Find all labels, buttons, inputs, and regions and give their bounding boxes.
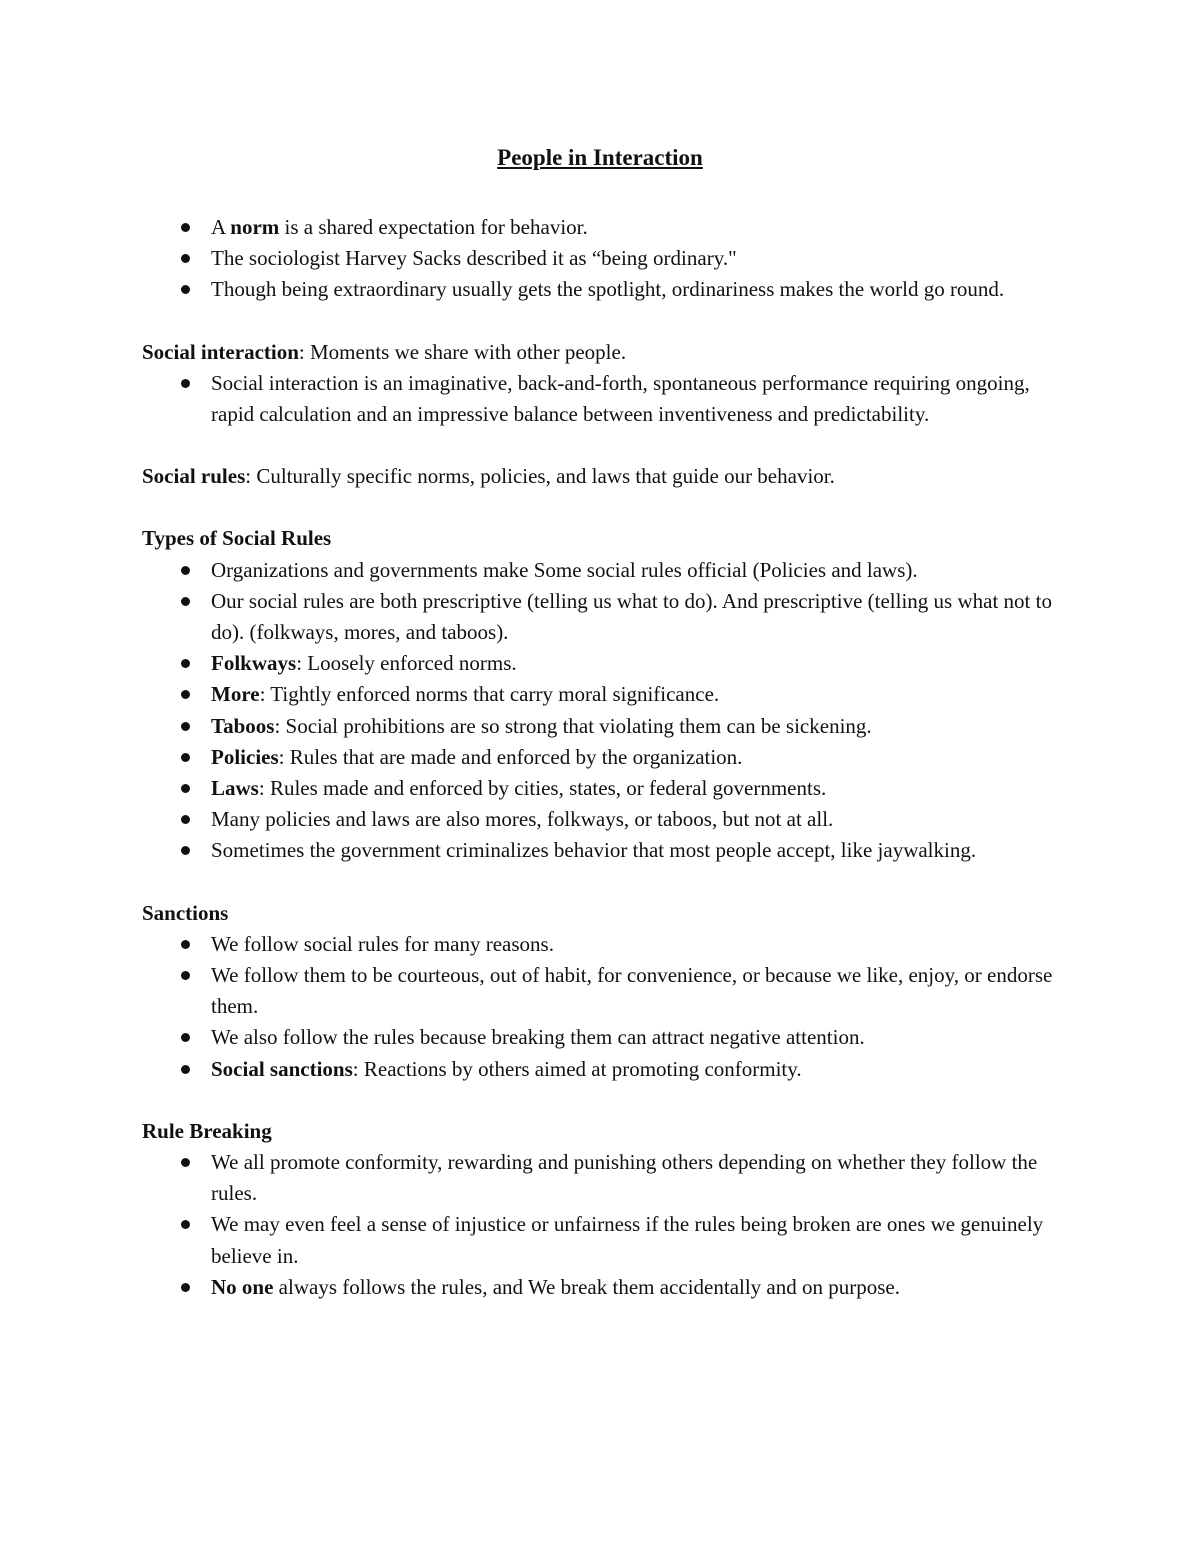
bullet-icon — [181, 1065, 190, 1074]
list-item: The sociologist Harvey Sacks described it as “being ordinary." — [142, 243, 1062, 274]
list-item: More: Tightly enforced norms that carry moral significance. — [142, 679, 1062, 710]
list-item: Laws: Rules made and enforced by cities, states, or federal governments. — [142, 773, 1062, 804]
list-item: No one always follows the rules, and We break them accidentally and on purpose. — [142, 1272, 1062, 1303]
types-heading: Types of Social Rules — [142, 526, 332, 551]
bullet-icon — [181, 815, 190, 824]
bullet-icon — [181, 254, 190, 263]
sanctions-heading: Sanctions — [142, 900, 229, 925]
bullet-icon — [181, 285, 190, 294]
list-item: Sometimes the government criminalizes behavior that most people accept, like jaywalking. — [142, 835, 1062, 866]
bullet-icon — [181, 690, 190, 699]
list-item: We all promote conformity, rewarding and punishing others depending on whether they follow the rules. — [142, 1147, 1062, 1209]
social-rules-definition: Social rules: Culturally specific norms, policies, and laws that guide our behavior. — [142, 464, 835, 489]
page-title-text: People in Interaction — [497, 145, 703, 170]
social-interaction-list — [142, 368, 1062, 430]
bullet-icon — [181, 784, 190, 793]
bullet-icon — [181, 940, 190, 949]
list-item: Social sanctions: Reactions by others aimed at promoting conformity. — [142, 1054, 1062, 1085]
bullet-icon — [181, 722, 190, 731]
list-item: We may even feel a sense of injustice or unfairness if the rules being broken are ones we genuinely believe in. — [142, 1209, 1062, 1271]
rule-breaking-list — [142, 1147, 1062, 1303]
bullet-icon — [181, 846, 190, 855]
document-body — [142, 212, 1062, 1303]
bullet-icon — [181, 1033, 190, 1042]
list-item: Taboos: Social prohibitions are so strong that violating them can be sickening. — [142, 711, 1062, 742]
bullet-icon — [181, 566, 190, 575]
bullet-icon — [181, 597, 190, 606]
list-item: Policies: Rules that are made and enforced by the organization. — [142, 742, 1062, 773]
types-list — [142, 555, 1062, 867]
bullet-icon — [181, 223, 190, 232]
intro-list — [142, 212, 1062, 306]
bullet-icon — [181, 1283, 190, 1292]
social-interaction-definition: Social interaction: Moments we share with other people. — [142, 339, 627, 364]
list-item: Organizations and governments make Some social rules official (Policies and laws). — [142, 555, 1062, 586]
list-item: Folkways: Loosely enforced norms. — [142, 648, 1062, 679]
list-item: We also follow the rules because breaking them can attract negative attention. — [142, 1022, 1062, 1053]
list-item: Social interaction is an imaginative, back-and-forth, spontaneous performance requiring ongoing, rapid calculation and an impressive balance between inventiveness and predictability. — [142, 368, 1062, 430]
bullet-icon — [181, 971, 190, 980]
list-item: A norm is a shared expectation for behavior. — [142, 212, 1062, 243]
page-title — [0, 142, 1200, 174]
bullet-icon — [181, 753, 190, 762]
list-item: Though being extraordinary usually gets the spotlight, ordinariness makes the world go round. — [142, 274, 1062, 305]
bullet-icon — [181, 1220, 190, 1229]
bullet-icon — [181, 1158, 190, 1167]
sanctions-list — [142, 929, 1062, 1085]
bullet-icon — [181, 659, 190, 668]
rule-breaking-heading: Rule Breaking — [142, 1118, 272, 1143]
list-item: We follow social rules for many reasons. — [142, 929, 1062, 960]
list-item: Many policies and laws are also mores, folkways, or taboos, but not at all. — [142, 804, 1062, 835]
list-item: We follow them to be courteous, out of habit, for convenience, or because we like, enjoy, or endorse them. — [142, 960, 1062, 1022]
list-item: Our social rules are both prescriptive (telling us what to do). And prescriptive (telling us what not to do). (folkways, mores, and taboos). — [142, 586, 1062, 648]
bullet-icon — [181, 379, 190, 388]
